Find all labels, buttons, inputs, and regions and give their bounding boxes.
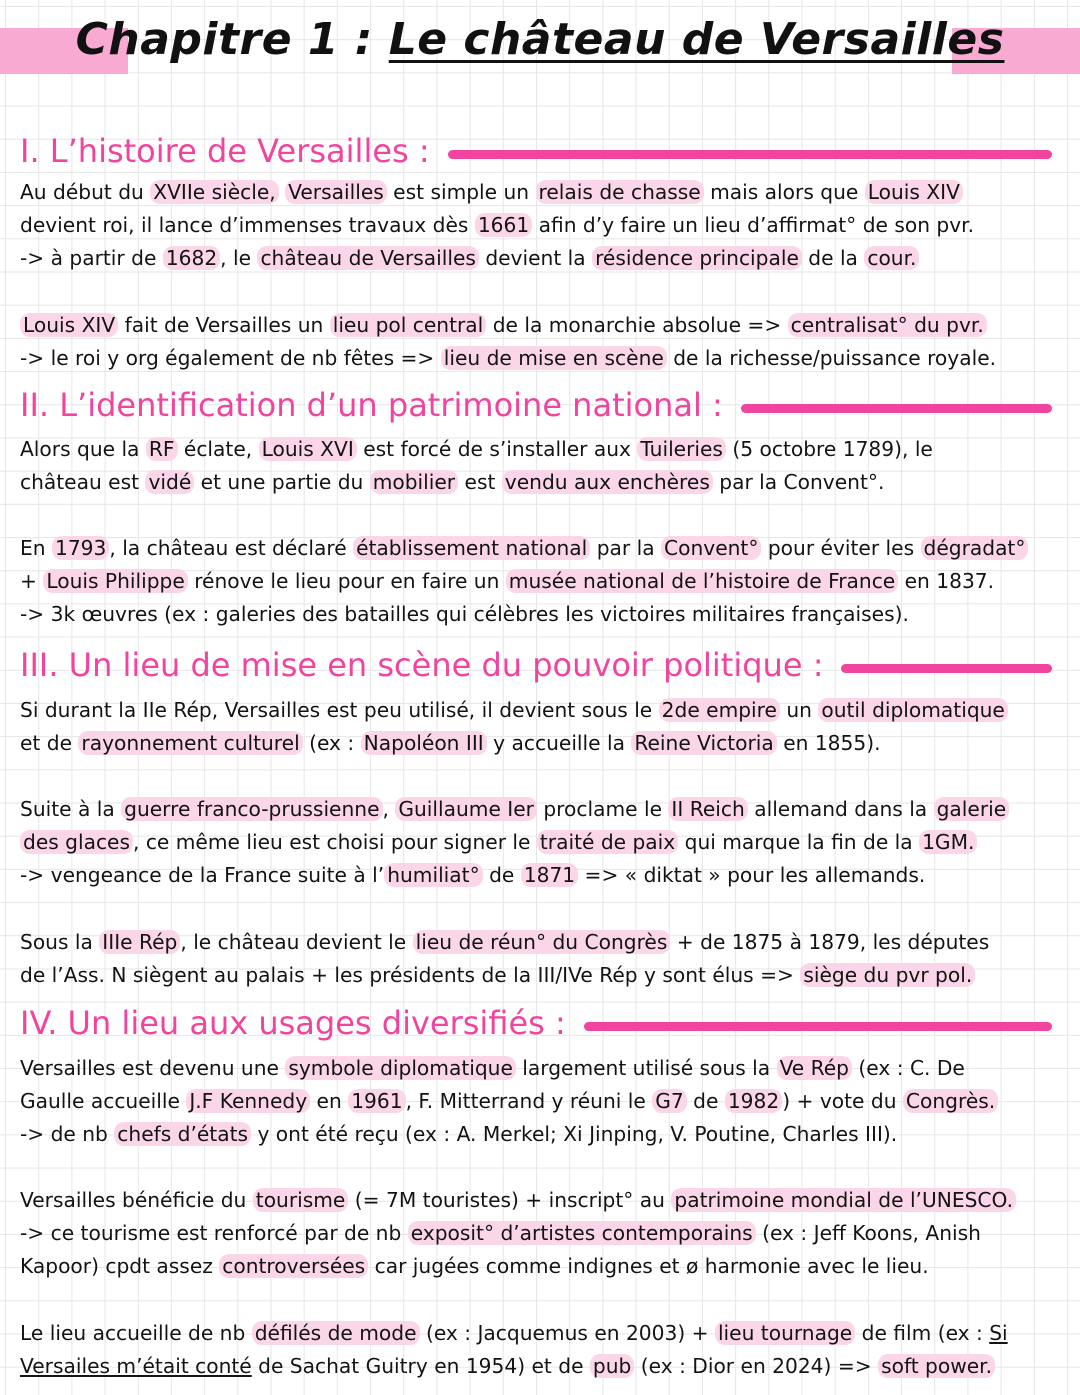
highlight: 2de empire [659,698,780,722]
text: (ex : Jacquemus en 2003) + [419,1321,715,1345]
text-line [20,433,1050,466]
text: , le [220,246,258,271]
paragraph [20,694,1050,760]
highlight: outil diplomatique [818,698,1007,722]
text: en [310,1089,349,1114]
text: de [482,863,521,888]
text-line [20,959,1050,992]
highlight: J.F Kennedy [186,1089,310,1113]
underlined-title: Si [989,1321,1008,1345]
text-line [20,1317,1050,1350]
section-title-4 [20,1002,1052,1044]
text: -> à partir de [20,246,163,271]
section-title-text: II. L’identification d’un patrimoine national : [20,386,723,424]
section-title-3 [20,644,1052,686]
text: en 1837. [898,569,995,594]
paragraph [20,309,1050,375]
highlight: tourisme [253,1188,349,1212]
text-line [20,598,1050,631]
page-title [0,14,1080,65]
text-line [20,342,1050,375]
highlight: Napoléon III [361,731,487,755]
text: (5 octobre 1789), le [725,437,933,461]
text: mais alors que [703,180,865,204]
text: devient roi, il lance d’immenses travaux dès [20,213,475,238]
title-prefix: Chapitre 1 : [75,14,389,65]
text-line [20,242,1050,275]
text: Suite à la [20,797,122,821]
text: => « diktat » pour les allemands. [578,863,926,888]
highlight: galerie [934,797,1010,821]
text-line [20,793,1050,826]
text: , [382,797,396,821]
highlight: défilés de mode [252,1321,420,1345]
highlight: Louis XIV [20,313,118,337]
section-rule [448,150,1052,159]
text: (= 7M touristes) + inscript° au [348,1188,672,1212]
text: est [458,470,502,495]
highlight: Guillaume Ier [395,797,537,821]
text: devient la [478,246,593,271]
text: y ont été reçu (ex : A. Merkel; Xi Jinping, V. Poutine, Charles III). [251,1122,898,1147]
text: Sous la [20,930,100,954]
text: y accueille la [486,731,632,756]
highlight: guerre franco-prussienne [121,797,382,821]
text: Kapoor) cpdt assez [20,1254,220,1279]
text: (ex : C. De [852,1056,965,1080]
paragraph [20,1052,1050,1152]
highlight: Tuileries [637,437,726,461]
text-line [20,532,1050,565]
highlight: lieu pol central [330,313,487,337]
section-title-text: III. Un lieu de mise en scène du pouvoir politique : [20,646,824,684]
text-line [20,1250,1050,1283]
text-line [20,727,1050,760]
text: de [686,1089,725,1114]
highlight: dégradat° [921,536,1029,560]
highlight: humiliat° [384,863,482,887]
text: Versailles bénéficie du [20,1188,253,1212]
section-rule [741,404,1052,413]
text: proclame le [536,797,669,821]
text: est simple un [386,180,536,204]
highlight: 1661 [475,213,532,237]
text: car jugées comme indignes et ø harmonie avec le lieu. [368,1254,929,1279]
text: Le lieu accueille de nb [20,1321,252,1345]
text: qui marque la fin de la [678,830,920,855]
text: afin d’y faire un lieu d’affirmat° de son pvr. [532,213,975,238]
text: Si durant la IIe Rép, Versailles est peu utilisé, il devient sous le [20,698,659,722]
text: de Sachat Guitry en 1954) et de [251,1354,590,1379]
highlight: Congrès. [903,1089,998,1113]
highlight: lieu tournage [715,1321,855,1345]
highlight: soft power. [878,1354,995,1378]
highlight: Versailles [285,180,387,204]
paragraph [20,926,1050,992]
highlight: Louis Philippe [43,569,187,593]
section-title-text: I. L’histoire de Versailles : [20,132,430,170]
text: largement utilisé sous la [515,1056,777,1080]
highlight: 1GM. [919,830,977,854]
text-line [20,859,1050,892]
paragraph [20,433,1050,499]
highlight: lieu de réun° du Congrès [413,930,671,954]
highlight: RF [146,437,178,461]
highlight: patrimoine mondial de l’UNESCO. [671,1188,1016,1212]
text-line [20,1085,1050,1118]
highlight: mobilier [370,470,458,494]
underlined-title: Versailes m’était conté [20,1354,252,1379]
highlight: 1871 [521,863,578,887]
highlight: relais de chasse [536,180,704,204]
highlight: Convent° [661,536,761,560]
paragraph [20,532,1050,632]
highlight: établissement national [353,536,590,560]
highlight: chefs d’états [114,1122,251,1146]
text: -> le roi y org également de nb fêtes => [20,346,441,371]
highlight: Louis XVI [259,437,357,461]
section-rule [841,664,1052,673]
highlight: traité de paix [537,830,678,854]
text: Gaulle accueille [20,1089,187,1114]
highlight: vidé [145,470,194,494]
text: -> vengeance de la France suite à l’ [20,863,385,888]
text-line [20,826,1050,859]
text: + de 1875 à 1879, les députes [670,930,990,954]
text: + [20,569,44,594]
text: En [20,536,52,560]
text: de la monarchie absolue => [486,313,788,337]
section-title-2 [20,384,1052,426]
paragraph [20,793,1050,893]
text: par la [590,536,662,560]
text: -> 3k œuvres (ex : galeries des batailles qui célèbres les victoires militaires françaises). [20,602,909,627]
text: , ce même lieu est choisi pour signer le [133,830,537,855]
text: fait de Versailles un [118,313,330,337]
highlight: Ve Rép [777,1056,852,1080]
highlight: centralisat° du pvr. [788,313,987,337]
section-title-text: IV. Un lieu aux usages diversifiés : [20,1004,566,1042]
highlight: château de Versailles [257,246,478,270]
highlight: musée national de l’histoire de France [506,569,898,593]
highlight: siège du pvr pol. [800,963,975,987]
highlight: G7 [652,1089,687,1113]
text: (ex : Dior en 2024) => [634,1354,879,1379]
highlight: résidence principale [592,246,802,270]
text: de l’Ass. N siègent au palais + les présidents de la III/IVe Rép y sont élus => [20,963,801,988]
text: de la richesse/puissance royale. [666,346,997,371]
text: en 1855). [776,731,881,756]
highlight: 1793 [52,536,109,560]
text: , la château est déclaré [109,536,354,560]
highlight: controversées [219,1254,368,1278]
highlight: Reine Victoria [631,731,776,755]
text: , F. Mitterrand y réuni le [405,1089,653,1114]
text: -> ce tourisme est renforcé par de nb [20,1221,408,1246]
text: et une partie du [194,470,370,495]
highlight: pub [590,1354,634,1378]
highlight: II Reich [668,797,747,821]
text: et de [20,731,79,756]
text: ) + vote du [782,1089,903,1114]
section-rule [584,1022,1052,1031]
text: allemand dans la [747,797,934,821]
highlight: 1961 [348,1089,405,1113]
text-line [20,1350,1050,1383]
text: un [779,698,819,722]
paragraph [20,1184,1050,1284]
text: Versailles est devenu une [20,1056,286,1080]
text-line [20,176,1050,209]
highlight: Louis XIV [865,180,963,204]
text: (ex : Jeff Koons, Anish [755,1221,981,1246]
text: par la Convent°. [712,470,885,495]
text: -> de nb [20,1122,115,1147]
text: château est [20,470,146,495]
text-line [20,209,1050,242]
section-title-1 [20,130,1052,172]
highlight: vendu aux enchères [502,470,713,494]
text: (ex : [302,731,361,756]
text-line [20,1184,1050,1217]
highlight: cour. [864,246,919,270]
highlight: des glaces [20,830,133,854]
highlight: IIIe Rép [99,930,180,954]
title-main: Le château de Versailles [388,14,1005,65]
highlight: exposit° d’artistes contemporains [408,1221,756,1245]
paragraph [20,1317,1050,1383]
text: pour éviter les [761,536,921,560]
highlight: 1682 [163,246,220,270]
paragraph [20,176,1050,276]
text-line [20,694,1050,727]
highlight: rayonnement culturel [78,731,302,755]
text-line [20,466,1050,499]
text-line [20,926,1050,959]
text: de film (ex : [855,1321,990,1345]
text-line [20,1052,1050,1085]
highlight: lieu de mise en scène [441,346,667,370]
highlight: 1982 [725,1089,782,1113]
text-line [20,1118,1050,1151]
highlight: symbole diplomatique [285,1056,516,1080]
text-line [20,309,1050,342]
text: rénove le lieu pour en faire un [187,569,506,594]
text: est forcé de s’installer aux [356,437,638,461]
text: Au début du [20,180,151,204]
text-line [20,565,1050,598]
text: éclate, [177,437,259,461]
highlight: XVIIe siècle, [150,180,278,204]
text: Alors que la [20,437,146,461]
text: de la [801,246,865,271]
text: , le château devient le [180,930,413,954]
text-line [20,1217,1050,1250]
